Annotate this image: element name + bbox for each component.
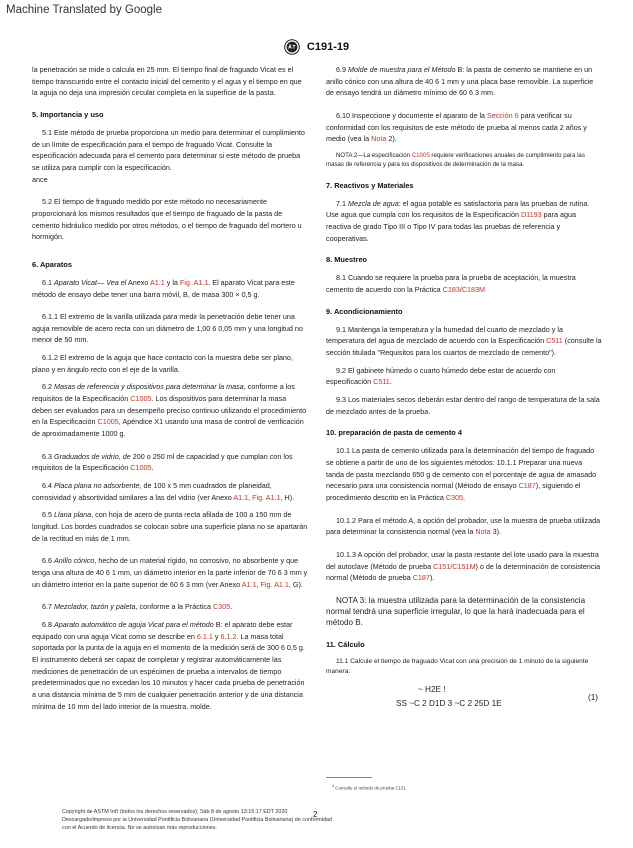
- copyright-notice: Copyright de ASTM Int'l (todos los derechos reservados); Sáb 8 de agosto 13:15:17 EDT 2020 Descargado/impreso por la Universidad Pontificia Bolivariana (Universidad Pontificia Bolivariana) de conformidad con el Acuerdo de licencia. No se autorizan más reproducciones.: [62, 809, 332, 832]
- link-c1005[interactable]: C1005: [130, 463, 152, 473]
- section-heading-8: 8. Muestreo: [326, 255, 368, 265]
- machine-translated-banner: Machine Translated by Google: [6, 4, 162, 16]
- paragraph-9-1: 9.1 Mantenga la temperatura y la humedad del cuarto de mezclado y la temperatura del agua de mezclado de acuerdo con la Especificación C511 (consulte la sección titulada "Requisitos para los cuartos de mezclado de cemento").: [326, 324, 602, 358]
- paragraph-6-6: 6.6 Anillo cónico, hecho de un material rígido, no corrosivo, no absorbente y que tenga una altura de 40 6 1 mm, un diámetro interior en la parte inferior de 70 6 3 mm y un diámetro interior en la parte superior de 60 6 3 mm (ver Anexo A1.1, Fig. A1.1, G).: [32, 556, 308, 589]
- astm-logo-icon: [284, 39, 300, 55]
- paragraph-6-10: 6.10 Inspeccione y documente el aparato de la Sección 6 para verificar su conformidad con los requisitos de este método de prueba al menos cada 2 años y medio (vea la Nota 2).: [326, 110, 587, 144]
- equation-denominator: SS ~C 2 D1D 3 ~C 2 25D 1E: [396, 699, 502, 709]
- equation-number: (1): [587, 693, 598, 703]
- left-column: [32, 64, 308, 718]
- link-note[interactable]: Nota: [371, 134, 387, 144]
- link-c1005[interactable]: C1005: [97, 417, 119, 427]
- paragraph-7-1: 7.1 Mezcla de agua: el agua potable es satisfactoria para las pruebas de rutina. Use agua que cumpla con los requisitos de la Especificación D1193 para agua reactiva de grado Tipo III o Tipo IV para todas las pruebas de referencia y cooperativas.: [326, 198, 590, 243]
- paragraph-9-2: 9.2 El gabinete húmedo o cuarto húmedo debe estar de acuerdo con especificación C511.: [326, 365, 556, 387]
- link-6-1-1[interactable]: 6.1.1: [196, 631, 213, 641]
- paragraph-10-1-3: 10.1.3 A opción del probador, usar la pasta restante del lote usado para la muestra del autoclave (Método de prueba C151/C151M) o de la determinación de consistencia normal (Método de prueba C187).: [326, 549, 601, 583]
- link-c187[interactable]: C187: [412, 573, 430, 583]
- paragraph-6-7: 6.7 Mezclador, tazón y paleta, conforme a la Práctica C305.: [42, 602, 233, 612]
- link-c183[interactable]: C183/C183M: [442, 285, 486, 295]
- right-column: [326, 64, 602, 729]
- link-c305[interactable]: C305: [445, 492, 464, 502]
- link-c1005[interactable]: C1005: [130, 394, 152, 404]
- link-c511[interactable]: C511: [546, 336, 563, 346]
- link-annex-a1-1[interactable]: A1.1: [233, 492, 249, 502]
- equation-1: [326, 683, 602, 721]
- paragraph-10-1: 10.1 La pasta de cemento utilizada para la determinación del tiempo de fraguado se obtiene a partir de uno de los siguientes métodos: 10.1.1 Preparar una nueva tanda de pasta mezclando 650 g de cemento con el porcentaje de agua de amasado necesario para una consistencia normal (Método de ensayo C187), siguiendo el procedimiento descrito en la Práctica C305.: [326, 446, 597, 502]
- link-6-1-2[interactable]: 6.1.2: [220, 631, 237, 641]
- paragraph-intro: la penetración se mide o calcula en 25 mm. El tiempo final de fraguado Vicat es el tiempo transcurrido entre el contacto inicial del cemento y el agua y el tiempo en que la aguja no deja una impresión circular completa en la superficie de la pasta.: [32, 65, 302, 98]
- paragraph-6-4: 6.4 Placa plana no adsorbente, de 100 x 5 mm cuadrados de planeidad, corrosividad y absortividad similares a las del vidrio (ver Anexo A1.1, Fig. A1.1, H).: [32, 481, 295, 502]
- link-fig-a1-1[interactable]: Fig. A1.1: [260, 579, 289, 589]
- paragraph-6-3: 6.3 Graduados de vidrio, de 200 o 250 ml de capacidad y que cumplan con los requisitos de la Especificación C1005.: [32, 451, 293, 473]
- paragraph-10-1-2: 10.1.2 Para el método A, a opción del probador, use la muestra de prueba utilizada para determinar la consistencia normal (vea la Nota 3).: [326, 515, 601, 537]
- standard-code: C191-19: [306, 41, 350, 53]
- paragraph-5-2: 5.2 El tiempo de fraguado medido por este método no necesariamente proporcionará los mismos resultados que el tiempo de fraguado de la pasta de cemento hidráulico medido por otros métodos, o el tiempo de fraguado del mortero u hormigón.: [32, 197, 302, 242]
- link-c511[interactable]: C511: [373, 377, 390, 387]
- link-c305[interactable]: C305: [213, 602, 231, 612]
- footnote-4: $^4$ Consulte el método de prueba C151.: [332, 784, 408, 791]
- section-heading-11: 11. Cálculo: [326, 639, 365, 649]
- section-heading-5: 5. Importancia y uso: [32, 109, 104, 119]
- paragraph-11-1: 11.1 Calcule el tiempo de fraguado Vicat con una precisión de 1 minuto de la siguiente manera:: [326, 657, 589, 675]
- link-section-6[interactable]: Sección 6: [487, 110, 519, 120]
- paragraph-6-1-1: 6.1.1 El extremo de la varilla utilizada para medir la penetración debe tener una aguja removible de acero recta con un diámetro de 1,00 6 0,05 mm y una longitud no menor de 50 mm.: [32, 312, 303, 345]
- page-number: 2: [313, 810, 318, 819]
- paragraph-6-8: 6.8 Aparato automático de aguja Vicat para el método B: el aparato debe estar equipado con una aguja Vicat como se describe en 6.1.1 y 6.1.2. La masa total soportada por la punta de la aguja en el momento de la medición será de 300 6 0,5 g. El instrumento deberá ser capaz de completar y registrar automáticamente las mediciones de penetración de un espécimen de prueba a intervalos de tiempo predeterminados que no excedan los 10 minutos y hacer cada prueba de penetración a una distancia mínima de 5 mm de cualquier penetración anterior y de una distancia mínima de 10 mm del lado interior de la muestra. molde.: [32, 619, 305, 711]
- section-heading-10: 10. preparación de pasta de cemento 4: [326, 428, 462, 438]
- section-heading-7: 7. Reactivos y Materiales: [326, 180, 414, 190]
- paragraph-6-1-2: 6.1.2 El extremo de la aguja que hace contacto con la muestra debe ser plano, plano y en ángulo recto con el eje de la varilla.: [32, 353, 293, 374]
- link-c1005[interactable]: C1005: [411, 151, 430, 159]
- paragraph-6-5: 6.5 Llana plana, con hoja de acero de punta recta afilada de 100 a 150 mm de longitud. Los bordes cuadrados se colocan sobre una superficie plana no se apartarán de la rectitud en más de 1 mm.: [32, 510, 308, 543]
- link-c187[interactable]: C187: [518, 481, 536, 491]
- link-note[interactable]: Nota: [475, 527, 491, 537]
- link-c151[interactable]: C151/C151M: [433, 561, 476, 571]
- equation-numerator: ~ H2E !: [418, 685, 446, 695]
- document-header: [0, 39, 633, 55]
- footnote-divider: [326, 777, 372, 778]
- link-d1193[interactable]: D1193: [520, 210, 542, 220]
- link-fig-a1-1[interactable]: Fig. A1.1: [179, 277, 209, 287]
- note-3: NOTA 3: la muestra utilizada para la determinación de la consistencia normal tendrá una superficie irregular, lo que la hará inadecuada para el método B.: [326, 595, 586, 627]
- paragraph-5-1: 5.1 Este método de prueba proporciona un medio para determinar el cumplimiento de un límite de especificación para el tiempo de fraguado Vicat. Consulte la especificación adecuada para el cemento para determinar si este método de prueba se utiliza para cumplir con la especificación.: [32, 127, 305, 172]
- paragraph-6-1: 6.1 Aparato Vicat— Vea el Anexo A1.1 y la Fig. A1.1. El aparato Vicat para este método de ensayo debe tener una barra móvil, B, de masa 300 × 0,5 g.: [32, 277, 295, 299]
- paragraph-6-9: 6.9 Molde de muestra para el Método B: la pasta de cemento se mantiene en un anillo cónico con una altura de 40 6 1 mm y una placa base removible. La superficie de ensayo tendrá un diámetro mínimo de 60 6 3 mm.: [326, 65, 594, 98]
- link-annex-a1-1[interactable]: A1.1: [149, 277, 165, 287]
- section-heading-6: 6. Aparatos: [32, 259, 72, 269]
- paragraph-ance: ance: [32, 174, 48, 184]
- link-annex-a1-1[interactable]: A1.1: [241, 579, 257, 589]
- section-heading-9: 9. Acondicionamiento: [326, 306, 403, 316]
- paragraph-6-2: 6.2 Masas de referencia y dispositivos para determinar la masa, conforme a los requisitos de la Especificación C1005. Los dispositivos para determinar la masa deben ser evaluados para un desempeño preciso continuo utilizando el procedimiento en la Especificación C1005, Apéndice X1 usando una masa de control de verificación de aproximadamente 1000 g.: [32, 382, 307, 439]
- paragraph-9-3: 9.3 Los materiales secos deberán estar dentro del rango de temperatura de la sala de mezclado antes de la prueba.: [326, 394, 600, 416]
- note-2: NOTA 2—La especificación C1005 requiere verificaciones anuales de cumplimiento para las masas de referencia y para los dispositivos de determinación de la masa.: [326, 151, 585, 169]
- paragraph-8-1: 8.1 Cuando se requiere la prueba para la prueba de aceptación, la muestra cemento de acuerdo con la Práctica C183/C183M: [326, 273, 576, 295]
- link-fig-a1-1[interactable]: Fig. A1.1: [252, 492, 281, 502]
